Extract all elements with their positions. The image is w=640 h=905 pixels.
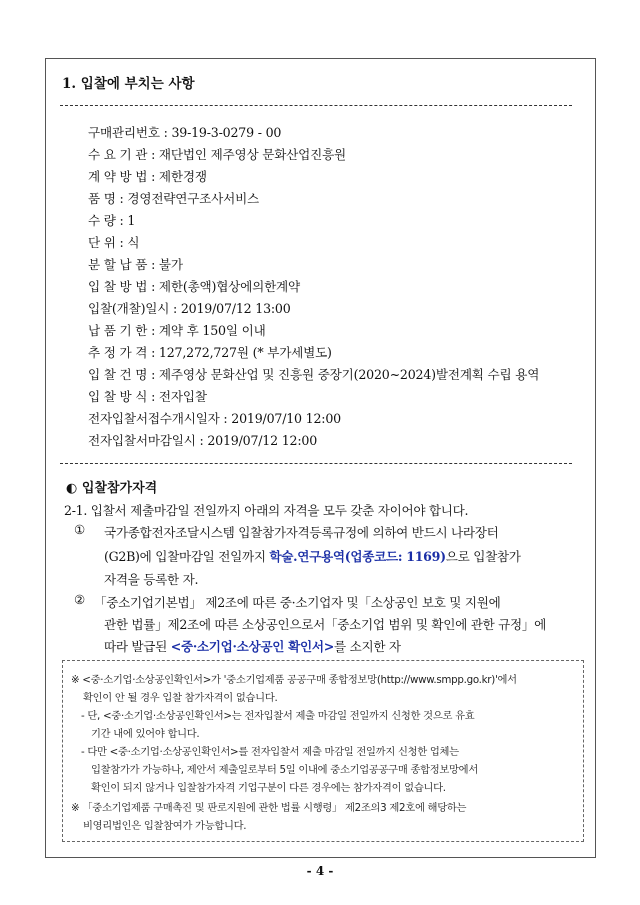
info-partial-delivery: 분 할 납 품 : 불가 (88, 257, 183, 272)
item1-line2-pre: (G2B)에 입찰마감일 전일까지 (104, 549, 270, 564)
info-submission-deadline: 전자입찰서마감일시 : 2019/07/12 12:00 (88, 433, 318, 448)
item1-highlight-industry-code: 학술.연구용역(업종코드: 1169) (269, 549, 446, 564)
note-line-9: 비영리법인은 입찰참여가 가능합니다. (83, 820, 247, 832)
info-purchase-number: 구매관리번호 : 39-19-3-0279 - 00 (88, 125, 282, 140)
divider-top (60, 105, 572, 106)
notice-box (62, 660, 584, 842)
info-requesting-agency: 수 요 기 관 : 재단법인 제주영상 문화산업진흥원 (88, 147, 347, 162)
note-line-5: - 다만 <중·소기업·소상공인확인서>를 전자입찰서 제출 마감일 전일까지 신청한 업체는 (81, 746, 459, 758)
info-item-name: 품 명 : 경영전략연구조사서비스 (88, 191, 260, 206)
item2-line2: 관한 법률」제2조에 따른 소상공인으로서「중소기업 범위 및 확인에 관한 규정」에 (104, 617, 547, 632)
item2-line3-post: 를 소지한 자 (334, 639, 401, 654)
item1-line3: 자격을 등록한 자. (104, 572, 199, 587)
info-bid-type: 입 찰 방 식 : 전자입찰 (88, 389, 207, 404)
item1-marker: ① (74, 522, 85, 537)
info-bid-method: 입 찰 방 법 : 제한(총액)협상에의한계약 (88, 279, 300, 294)
page-number: - 4 - (306, 864, 334, 878)
info-quantity: 수 량 : 1 (88, 213, 136, 228)
note-line-4: 기간 내에 있어야 합니다. (91, 728, 200, 740)
item1-line1: 국가종합전자조달시스템 입찰참가자격등록규정에 의하여 반드시 나라장터 (104, 525, 499, 540)
item1-line2 (104, 546, 521, 565)
info-submission-start: 전자입찰서접수개시일자 : 2019/07/10 12:00 (88, 411, 341, 426)
info-delivery-deadline: 납 품 기 한 : 계약 후 150일 이내 (88, 323, 266, 338)
divider-bottom (60, 463, 572, 464)
info-bid-title: 입 찰 건 명 : 제주영상 문화산업 및 진흥원 중장기(2020~2024)발전계획 수립 용역 (88, 367, 540, 382)
qualification-intro: 2-1. 입찰서 제출마감일 전일까지 아래의 자격을 모두 갖춘 자이어야 합니다. (64, 503, 469, 518)
item2-line3 (104, 636, 401, 655)
item1-line2-post: 으로 입찰참가 (445, 549, 521, 564)
note-line-2: 확인이 안 될 경우 입찰 참가자격이 없습니다. (83, 692, 278, 704)
note-line-7: 확인이 되지 않거나 입찰참가자격 기업구분이 다른 경우에는 참가자격이 없습니다. (91, 782, 446, 794)
section-title: 1. 입찰에 부치는 사항 (62, 76, 195, 92)
info-bid-opening-time: 입찰(개찰)일시 : 2019/07/12 13:00 (88, 301, 291, 316)
note-line-3: - 단, <중·소기업·소상공인확인서>는 전자입찰서 제출 마감일 전일까지 신청한 것으로 유효 (81, 710, 475, 722)
item2-marker: ② (74, 592, 85, 607)
item2-line3-pre: 따라 발급된 (104, 639, 171, 654)
info-estimated-price: 추 정 가 격 : 127,272,727원 (* 부가세별도) (88, 345, 332, 360)
info-contract-method: 계 약 방 법 : 제한경쟁 (88, 169, 207, 184)
item2-line1: 「중소기업기본법」 제2조에 따른 중·소기업자 및「소상공인 보호 및 지원에 (94, 595, 501, 610)
info-unit: 단 위 : 식 (88, 235, 140, 250)
note-line-1: ※ <중·소기업·소상공인확인서>가 '중소기업제품 공공구매 종합정보망(http://www.smpp.go.kr)'에서 (71, 674, 517, 686)
note-line-8: ※ 「중소기업제품 구매촉진 및 판로지원에 관한 법률 시행령」 제2조의3 제2호에 해당하는 (71, 802, 467, 814)
item2-highlight-certificate: <중·소기업·소상공인 확인서> (170, 639, 335, 654)
note-line-6: 입찰참가가 가능하나, 제안서 제출일로부터 5일 이내에 중소기업공공구매 종합정보망에서 (91, 764, 478, 776)
qualification-title: ◐ 입찰참가자격 (66, 481, 158, 496)
